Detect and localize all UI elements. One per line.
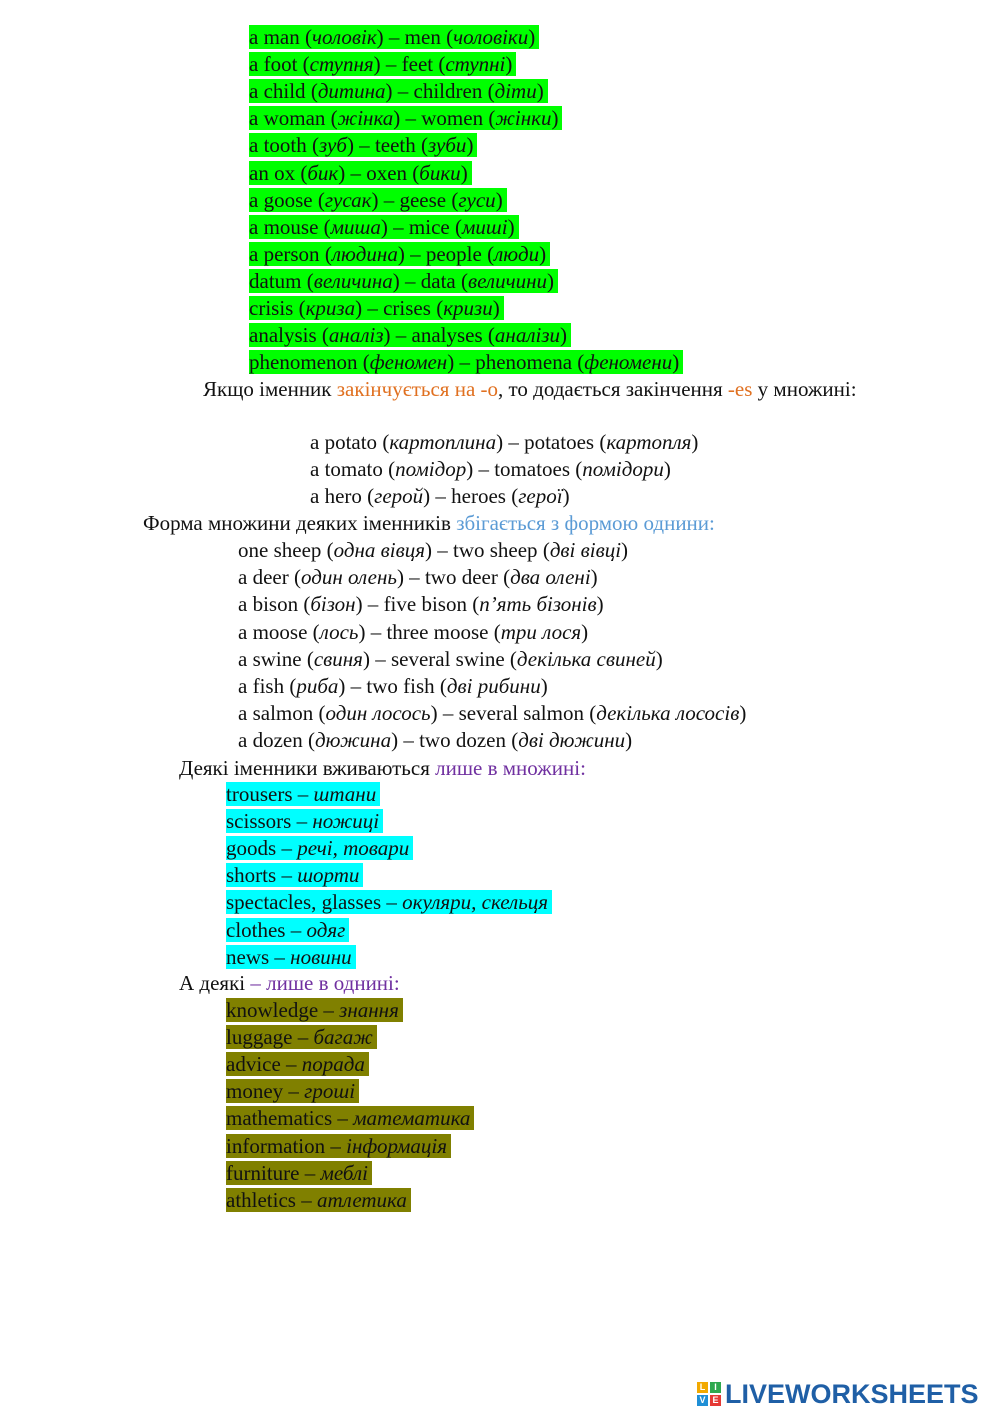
singular-translation: величина bbox=[313, 268, 393, 293]
noun-pair-text: a deer (один олень) – two deer (два олені) bbox=[238, 565, 598, 590]
singular-form: a child bbox=[249, 79, 306, 104]
noun-pair-row bbox=[310, 483, 570, 510]
plural-translation: декілька лососів bbox=[596, 701, 740, 726]
vocab-row bbox=[226, 1051, 369, 1078]
singular-form: a dozen bbox=[238, 728, 303, 753]
ukrainian-translation: атлетика bbox=[316, 1187, 407, 1212]
plural-translation: картопля bbox=[606, 430, 692, 454]
vocab-row bbox=[226, 781, 380, 808]
ukrainian-translation: меблі bbox=[320, 1160, 368, 1185]
ukrainian-translation: порада bbox=[301, 1052, 365, 1077]
noun-pair-text: a bison (бізон) – five bison (п’ять бізонів) bbox=[238, 592, 604, 617]
plural-form: two sheep bbox=[452, 538, 538, 562]
singular-form: a salmon bbox=[238, 701, 314, 726]
plural-translation: ступні bbox=[445, 52, 506, 77]
english-word: athletics bbox=[226, 1187, 296, 1212]
singular-translation: дитина bbox=[317, 79, 386, 104]
plural-translation: жінки bbox=[495, 106, 552, 131]
english-word: knowledge bbox=[226, 998, 319, 1022]
plural-translation: дві дюжини bbox=[518, 728, 626, 753]
noun-pair-text: a foot (ступня) – feet (ступні) bbox=[249, 52, 516, 76]
noun-pair-text: analysis (аналіз) – analyses (аналізи) bbox=[249, 323, 571, 347]
same-form-heading bbox=[143, 510, 715, 537]
vocab-text: scissors – ножиці bbox=[226, 809, 383, 833]
vocab-row bbox=[226, 917, 349, 944]
noun-pair-row bbox=[249, 214, 519, 241]
plural-translation: дві вівці bbox=[549, 538, 622, 562]
plural-form: several swine bbox=[390, 646, 505, 671]
noun-pair-row bbox=[249, 24, 539, 51]
singular-translation: герой bbox=[374, 484, 424, 509]
noun-pair-row bbox=[238, 673, 548, 700]
noun-pair-row bbox=[249, 187, 507, 214]
noun-pair-row bbox=[238, 564, 598, 591]
plural-only-text: Деякі іменники вживаються bbox=[179, 756, 436, 780]
noun-pair-text: datum (величина) – data (величини) bbox=[249, 269, 558, 293]
singular-form: one sheep bbox=[238, 538, 322, 562]
singular-form: a fish bbox=[238, 674, 285, 698]
noun-pair-row bbox=[249, 132, 477, 159]
plural-form: two deer bbox=[424, 565, 498, 590]
plural-form: mice bbox=[408, 214, 450, 239]
singular-translation: аналіз bbox=[328, 323, 384, 348]
plural-translation: феномени bbox=[584, 350, 673, 375]
singular-translation: бик bbox=[307, 160, 339, 185]
vocab-text: information – інформація bbox=[226, 1134, 451, 1158]
same-form-highlight: збігається з формою однини: bbox=[456, 511, 715, 535]
singular-form: a person bbox=[249, 241, 320, 266]
plural-translation: миші bbox=[461, 214, 508, 239]
noun-pair-text: a potato (картоплина) – potatoes (картопля) bbox=[310, 430, 699, 454]
vocab-row bbox=[226, 1133, 451, 1160]
vocab-row bbox=[226, 808, 383, 835]
noun-pair-row bbox=[249, 349, 683, 376]
singular-form: crisis bbox=[249, 296, 294, 320]
plural-form: women bbox=[421, 106, 484, 131]
vocab-text: clothes – одяг bbox=[226, 918, 349, 942]
singular-form: a mouse bbox=[249, 214, 319, 239]
o-rule-paragraph bbox=[143, 376, 928, 403]
ukrainian-translation: багаж bbox=[313, 1025, 373, 1050]
noun-pair-text: a goose (гусак) – geese (гуси) bbox=[249, 188, 507, 212]
noun-pair-text: a swine (свиня) – several swine (декілька свиней) bbox=[238, 646, 663, 671]
noun-pair-row bbox=[310, 456, 671, 483]
vocab-text: shorts – шорти bbox=[226, 863, 363, 887]
noun-pair-row bbox=[249, 78, 548, 105]
plural-translation: два олені bbox=[510, 565, 591, 590]
plural-form: two dozen bbox=[419, 728, 506, 753]
singular-form: a tooth bbox=[249, 133, 307, 158]
noun-pair-row bbox=[249, 268, 558, 295]
singular-translation: одна вівця bbox=[333, 538, 425, 562]
plural-form: potatoes bbox=[524, 430, 595, 454]
singular-translation: риба bbox=[296, 674, 339, 698]
noun-pair-row bbox=[238, 700, 746, 727]
plural-translation: дві рибини bbox=[446, 674, 541, 698]
singular-translation: зуб bbox=[319, 133, 347, 158]
vocab-row bbox=[226, 835, 413, 862]
vocab-text: mathematics – математика bbox=[226, 1106, 474, 1130]
plural-only-heading bbox=[179, 755, 586, 782]
plural-form: children bbox=[413, 79, 483, 104]
noun-pair-text: a person (людина) – people (люди) bbox=[249, 242, 550, 266]
vocab-row bbox=[226, 1024, 377, 1051]
english-word: mathematics bbox=[226, 1106, 333, 1131]
vocab-text: spectacles, glasses – окуляри, скельця bbox=[226, 890, 552, 914]
singular-translation: помідор bbox=[395, 457, 467, 482]
singular-form: a goose bbox=[249, 187, 313, 212]
plural-translation: помідори bbox=[582, 457, 664, 482]
vocab-text: goods – речі, товари bbox=[226, 836, 413, 860]
plural-form: analyses bbox=[411, 323, 483, 348]
vocab-row bbox=[226, 1187, 411, 1214]
singular-translation: чоловік bbox=[311, 25, 377, 49]
o-rule-text-3: у множині: bbox=[752, 377, 857, 401]
ukrainian-translation: ножиці bbox=[312, 809, 380, 834]
same-form-text: Форма множини деяких іменників bbox=[143, 511, 457, 535]
noun-pair-row bbox=[238, 591, 604, 618]
es-ending-highlight: -es bbox=[727, 377, 753, 401]
plural-translation: п’ять бізонів bbox=[479, 592, 597, 617]
singular-translation: ступня bbox=[309, 52, 374, 77]
english-word: spectacles, glasses bbox=[226, 890, 382, 915]
singular-form: a swine bbox=[238, 646, 302, 671]
english-word: information bbox=[226, 1133, 326, 1158]
noun-pair-row bbox=[238, 619, 588, 646]
o-rule-text: Якщо іменник bbox=[203, 377, 337, 401]
vocab-row bbox=[226, 862, 363, 889]
noun-pair-row bbox=[238, 727, 632, 754]
plural-translation: чоловіки bbox=[453, 25, 529, 49]
liveworksheets-logo bbox=[697, 1378, 979, 1410]
vocab-text: athletics – атлетика bbox=[226, 1188, 411, 1212]
singular-translation: феномен bbox=[369, 350, 448, 375]
singular-form: a bison bbox=[238, 592, 299, 617]
english-word: advice bbox=[226, 1052, 281, 1077]
plural-form: two fish bbox=[366, 674, 435, 698]
singular-form: a potato bbox=[310, 430, 378, 454]
plural-form: data bbox=[420, 268, 456, 293]
plural-form: phenomena bbox=[475, 350, 573, 375]
logo-text: LIVEWORKSHEETS bbox=[725, 1378, 979, 1409]
ukrainian-translation: одяг bbox=[306, 917, 346, 942]
singular-form: datum bbox=[249, 268, 302, 293]
noun-pair-row bbox=[310, 429, 698, 456]
vocab-text: knowledge – знання bbox=[226, 998, 403, 1022]
logo-mark-icon: L I V E bbox=[697, 1382, 721, 1406]
singular-form: a deer bbox=[238, 565, 289, 590]
vocab-row bbox=[226, 889, 552, 916]
ukrainian-translation: новини bbox=[290, 944, 352, 969]
o-rule-highlight: закінчується на -о bbox=[336, 377, 499, 401]
ukrainian-translation: математика bbox=[353, 1106, 471, 1131]
singular-translation: картоплина bbox=[389, 430, 497, 454]
noun-pair-text: a man (чоловік) – men (чоловіки) bbox=[249, 25, 539, 49]
noun-pair-text: an ox (бик) – oxen (бики) bbox=[249, 161, 472, 185]
noun-pair-row bbox=[249, 105, 562, 132]
plural-form: geese bbox=[399, 187, 447, 212]
plural-translation: кризи bbox=[443, 296, 493, 320]
noun-pair-row bbox=[249, 322, 571, 349]
singular-only-text: А деякі bbox=[179, 971, 251, 995]
singular-translation: дюжина bbox=[314, 728, 392, 753]
plural-translation: бики bbox=[419, 160, 461, 185]
english-word: scissors bbox=[226, 809, 292, 834]
singular-form: phenomenon bbox=[249, 350, 358, 375]
plural-translation: декілька свиней bbox=[516, 646, 656, 671]
plural-form: crises bbox=[383, 296, 431, 320]
singular-translation: свиня bbox=[313, 646, 363, 671]
singular-form: analysis bbox=[249, 323, 317, 348]
english-word: luggage bbox=[226, 1025, 293, 1050]
vocab-text: money – гроші bbox=[226, 1079, 359, 1103]
noun-pair-text: a child (дитина) – children (діти) bbox=[249, 79, 548, 103]
vocab-row bbox=[226, 1105, 474, 1132]
noun-pair-text: a hero (герой) – heroes (герої) bbox=[310, 484, 570, 509]
noun-pair-row bbox=[249, 51, 516, 78]
singular-form: a tomato bbox=[310, 457, 383, 482]
singular-form: a foot bbox=[249, 52, 298, 77]
english-word: money bbox=[226, 1079, 284, 1104]
plural-translation: гуси bbox=[458, 187, 496, 212]
singular-translation: один лосось bbox=[325, 701, 431, 726]
singular-form: an ox bbox=[249, 160, 296, 185]
singular-form: a hero bbox=[310, 484, 362, 509]
singular-form: a moose bbox=[238, 619, 308, 644]
plural-translation: аналізи bbox=[494, 323, 561, 348]
ukrainian-translation: знання bbox=[339, 998, 399, 1022]
singular-only-highlight: – лише в однині: bbox=[250, 971, 400, 995]
noun-pair-text: phenomenon (феномен) – phenomena (феномени) bbox=[249, 350, 683, 374]
noun-pair-row bbox=[249, 160, 472, 187]
noun-pair-text: a tooth (зуб) – teeth (зуби) bbox=[249, 133, 477, 157]
english-word: goods bbox=[226, 836, 277, 861]
noun-pair-text: a moose (лось) – three moose (три лося) bbox=[238, 619, 589, 644]
vocab-text: advice – порада bbox=[226, 1052, 369, 1076]
singular-translation: криза bbox=[305, 296, 356, 320]
plural-translation: люди bbox=[494, 241, 540, 266]
vocab-row bbox=[226, 944, 356, 971]
plural-form: people bbox=[425, 241, 482, 266]
vocab-row bbox=[226, 997, 403, 1024]
noun-pair-row bbox=[238, 646, 663, 673]
plural-form: feet bbox=[401, 52, 434, 77]
plural-form: men bbox=[404, 25, 441, 49]
singular-translation: один олень bbox=[300, 565, 397, 590]
english-word: shorts bbox=[226, 863, 277, 888]
plural-translation: зуби bbox=[428, 133, 467, 158]
english-word: news bbox=[226, 944, 270, 969]
noun-pair-text: a tomato (помідор) – tomatoes (помідори) bbox=[310, 457, 671, 482]
ukrainian-translation: шорти bbox=[297, 863, 360, 888]
singular-translation: лось bbox=[319, 619, 359, 644]
plural-only-highlight: лише в множині: bbox=[435, 756, 586, 780]
vocab-text: news – новини bbox=[226, 945, 356, 969]
vocab-text: furniture – меблі bbox=[226, 1161, 372, 1185]
vocab-row bbox=[226, 1160, 372, 1187]
plural-translation: герої bbox=[518, 484, 563, 509]
plural-translation: величини bbox=[468, 268, 548, 293]
vocab-row bbox=[226, 1078, 359, 1105]
noun-pair-row bbox=[238, 537, 628, 564]
ukrainian-translation: гроші bbox=[304, 1079, 356, 1104]
plural-translation: три лося bbox=[500, 619, 582, 644]
singular-translation: жінка bbox=[337, 106, 394, 131]
noun-pair-text: one sheep (одна вівця) – two sheep (дві вівці) bbox=[238, 538, 629, 562]
noun-pair-text: crisis (криза) – crises (кризи) bbox=[249, 296, 504, 320]
singular-translation: гусак bbox=[324, 187, 372, 212]
singular-translation: людина bbox=[331, 241, 398, 266]
plural-form: three moose bbox=[386, 619, 489, 644]
plural-form: oxen bbox=[366, 160, 408, 185]
vocab-text: trousers – штани bbox=[226, 782, 380, 806]
singular-only-heading bbox=[179, 970, 400, 997]
noun-pair-row bbox=[249, 241, 550, 268]
english-word: clothes bbox=[226, 917, 286, 942]
plural-translation: діти bbox=[494, 79, 537, 104]
singular-translation: бізон bbox=[310, 592, 356, 617]
english-word: furniture bbox=[226, 1160, 300, 1185]
singular-form: a man bbox=[249, 25, 300, 49]
singular-translation: миша bbox=[330, 214, 381, 239]
vocab-text: luggage – багаж bbox=[226, 1025, 377, 1049]
plural-form: heroes bbox=[451, 484, 506, 509]
noun-pair-text: a fish (риба) – two fish (дві рибини) bbox=[238, 674, 548, 698]
plural-form: tomatoes bbox=[494, 457, 571, 482]
noun-pair-row bbox=[249, 295, 504, 322]
o-rule-text-2: , то додається закінчення bbox=[498, 377, 728, 401]
noun-pair-text: a dozen (дюжина) – two dozen (дві дюжини) bbox=[238, 728, 633, 753]
noun-pair-text: a mouse (миша) – mice (миші) bbox=[249, 215, 519, 239]
plural-form: several salmon bbox=[458, 701, 584, 726]
ukrainian-translation: речі, товари bbox=[297, 836, 410, 861]
singular-form: a woman bbox=[249, 106, 326, 131]
english-word: trousers bbox=[226, 782, 293, 806]
ukrainian-translation: штани bbox=[313, 782, 377, 806]
noun-pair-text: a salmon (один лосось) – several salmon (декілька лососів) bbox=[238, 701, 747, 726]
plural-form: teeth bbox=[374, 133, 416, 158]
noun-pair-text: a woman (жінка) – women (жінки) bbox=[249, 106, 562, 130]
plural-form: five bison bbox=[383, 592, 467, 617]
ukrainian-translation: окуляри, скельця bbox=[402, 890, 549, 915]
ukrainian-translation: інформація bbox=[346, 1133, 447, 1158]
